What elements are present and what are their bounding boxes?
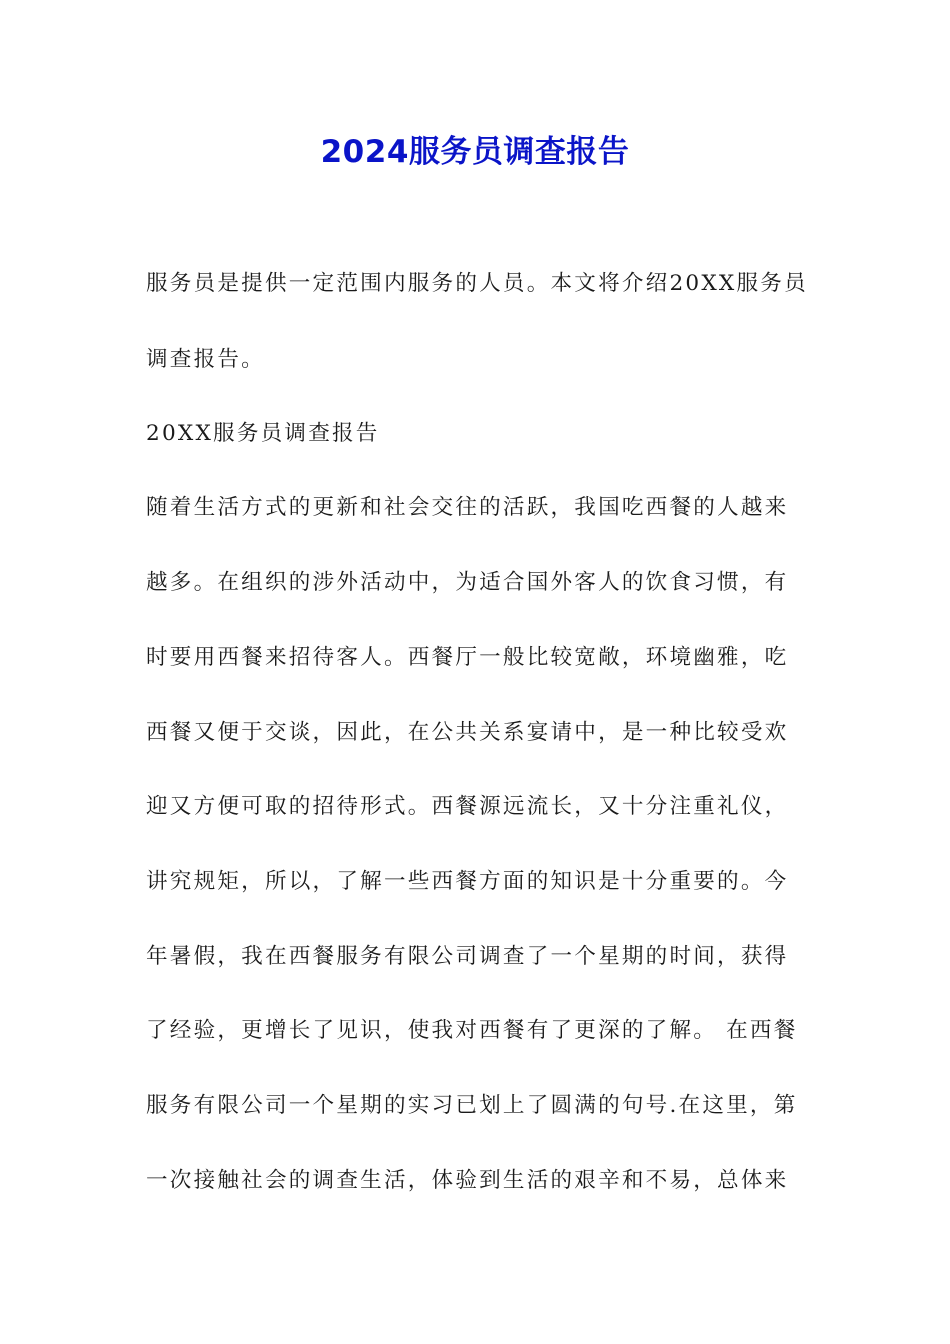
paragraph-line-intro-1: 服务员是提供一定范围内服务的人员。本文将介绍20XX服务员	[146, 271, 808, 296]
paragraph-line: 时要用西餐来招待客人。西餐厅一般比较宽敞，环境幽雅，吃	[146, 645, 789, 670]
document-title: 2024服务员调查报告	[320, 134, 630, 170]
paragraph-line-intro-2: 调查报告。	[146, 347, 265, 372]
paragraph-line: 服务有限公司一个星期的实习已划上了圆满的句号.在这里，第	[146, 1093, 798, 1118]
paragraph-line: 越多。在组织的涉外活动中，为适合国外客人的饮食习惯，有	[146, 570, 789, 595]
paragraph-line: 讲究规矩，所以，了解一些西餐方面的知识是十分重要的。今	[146, 869, 789, 894]
paragraph-line: 迎又方便可取的招待形式。西餐源远流长，又十分注重礼仪，	[146, 794, 789, 819]
paragraph-line: 年暑假，我在西餐服务有限公司调查了一个星期的时间，获得	[146, 944, 789, 969]
paragraph-line: 西餐又便于交谈，因此，在公共关系宴请中，是一种比较受欢	[146, 720, 789, 745]
section-heading: 20XX服务员调查报告	[146, 421, 380, 446]
paragraph-line: 随着生活方式的更新和社会交往的活跃，我国吃西餐的人越来	[146, 495, 789, 520]
paragraph-line: 一次接触社会的调查生活，体验到生活的艰辛和不易，总体来	[146, 1168, 789, 1193]
paragraph-line: 了经验，更增长了见识，使我对西餐有了更深的了解。 在西餐	[146, 1018, 798, 1043]
